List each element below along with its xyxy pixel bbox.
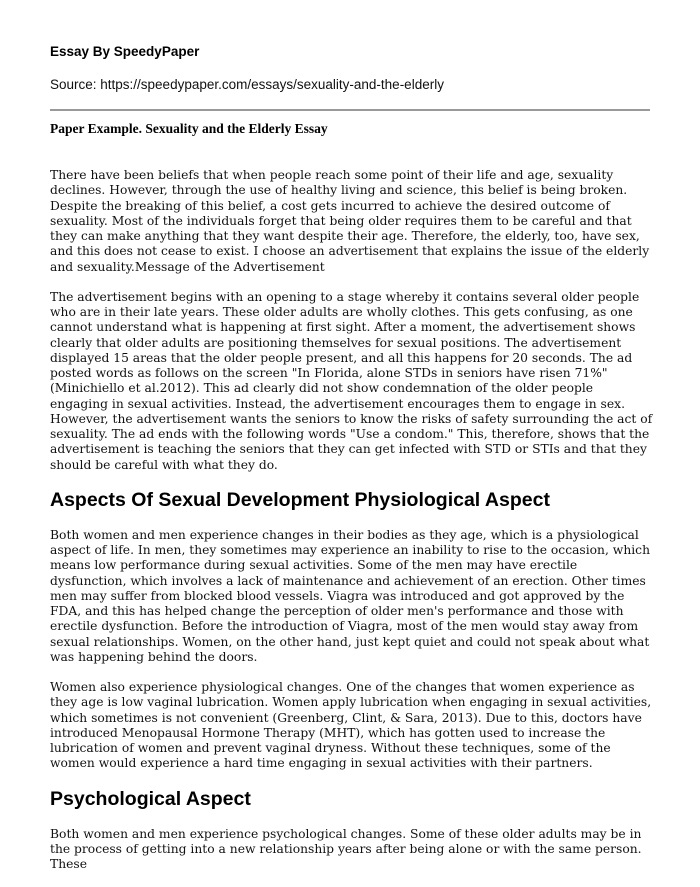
paper-title: Paper Example. Sexuality and the Elderly Essay — [50, 121, 328, 136]
header-divider — [50, 109, 650, 111]
heading-physiological-aspect: Aspects Of Sexual Development Physiological Aspect — [50, 488, 550, 511]
essay-body — [50, 168, 654, 887]
paragraph-psychological: Both women and men experience psychological changes. Some of these older adults may be in the process of getting into a new relationship years after being alone or with the same person. These — [50, 826, 642, 871]
paragraph-women-physiology: Women also experience physiological changes. One of the changes that women experience as they age is low vaginal lubrication. Women apply lubrication when engaging in sexual activities, which sometimes is not convenient (Greenberg, Clint, & Sara, 2013). Due to this, doctors have introduced Menopausal Hormone Therapy (MHT), which has gotten used to increase the lubrication of women and prevent vaginal dryness. Without these techniques, some of the women would experience a hard time engaging in sexual activities with their partners. — [50, 680, 652, 771]
paragraph-intro: There have been beliefs that when people reach some point of their life and age, sexuality declines. However, through the use of healthy living and science, this belief is being broken. Despite the breaking of this belief, a cost gets incurred to achieve the desired outcome of sexuality. Most of the individuals forget that being older requires them to be careful and that they can make anything that they want despite their age. Therefore, the elderly, too, have sex, and this does not cease to exist. I choose an advertisement that explains the issue of the elderly and sexuality.Message of the Advertisement — [50, 168, 650, 274]
brand-title: Essay By SpeedyPaper — [50, 44, 200, 59]
heading-psychological-aspect: Psychological Aspect — [50, 787, 251, 810]
source-line: Source: https://speedypaper.com/essays/sexuality-and-the-elderly — [50, 77, 444, 92]
paragraph-advertisement: The advertisement begins with an opening to a stage whereby it contains several older people who are in their late years. These older adults are wholly clothes. This gets confusing, as one cannot understand what is happening at first sight. After a moment, the advertisement shows clearly that older adults are positioning themselves for sexual positions. The advertisement displayed 15 areas that the older people present, and all this happens for 20 seconds. The ad posted words as follows on the screen "In Florida, alone STDs in seniors have risen 71%" (Minichiello et al.2012). This ad clearly did not show condemnation of the older people engaging in sexual activities. Instead, the advertisement encourages them to engage in sex. However, the advertisement wants the seniors to know the risks of safety surrounding the act of sexuality. The ad ends with the following words "Use a condom." This, therefore, shows that the advertisement is teaching the seniors that they can get infected with STD or STIs and that they should be careful with what they do. — [50, 289, 653, 472]
paragraph-men-physiology: Both women and men experience changes in their bodies as they age, which is a physiological aspect of life. In men, they sometimes may experience an inability to rise to the occasion, which means low performance during sexual activities. Some of the men may have erectile dysfunction, which involves a lack of maintenance and achievement of an erection. Other times men may suffer from blocked blood vessels. Viagra was introduced and got approved by the FDA, and this has helped change the perception of older men's performance and those with erectile dysfunction. Before the introduction of Viagra, most of the men would stay away from sexual relationships. Women, on the other hand, just kept quiet and could not speak about what was happening behind the doors. — [50, 527, 650, 664]
